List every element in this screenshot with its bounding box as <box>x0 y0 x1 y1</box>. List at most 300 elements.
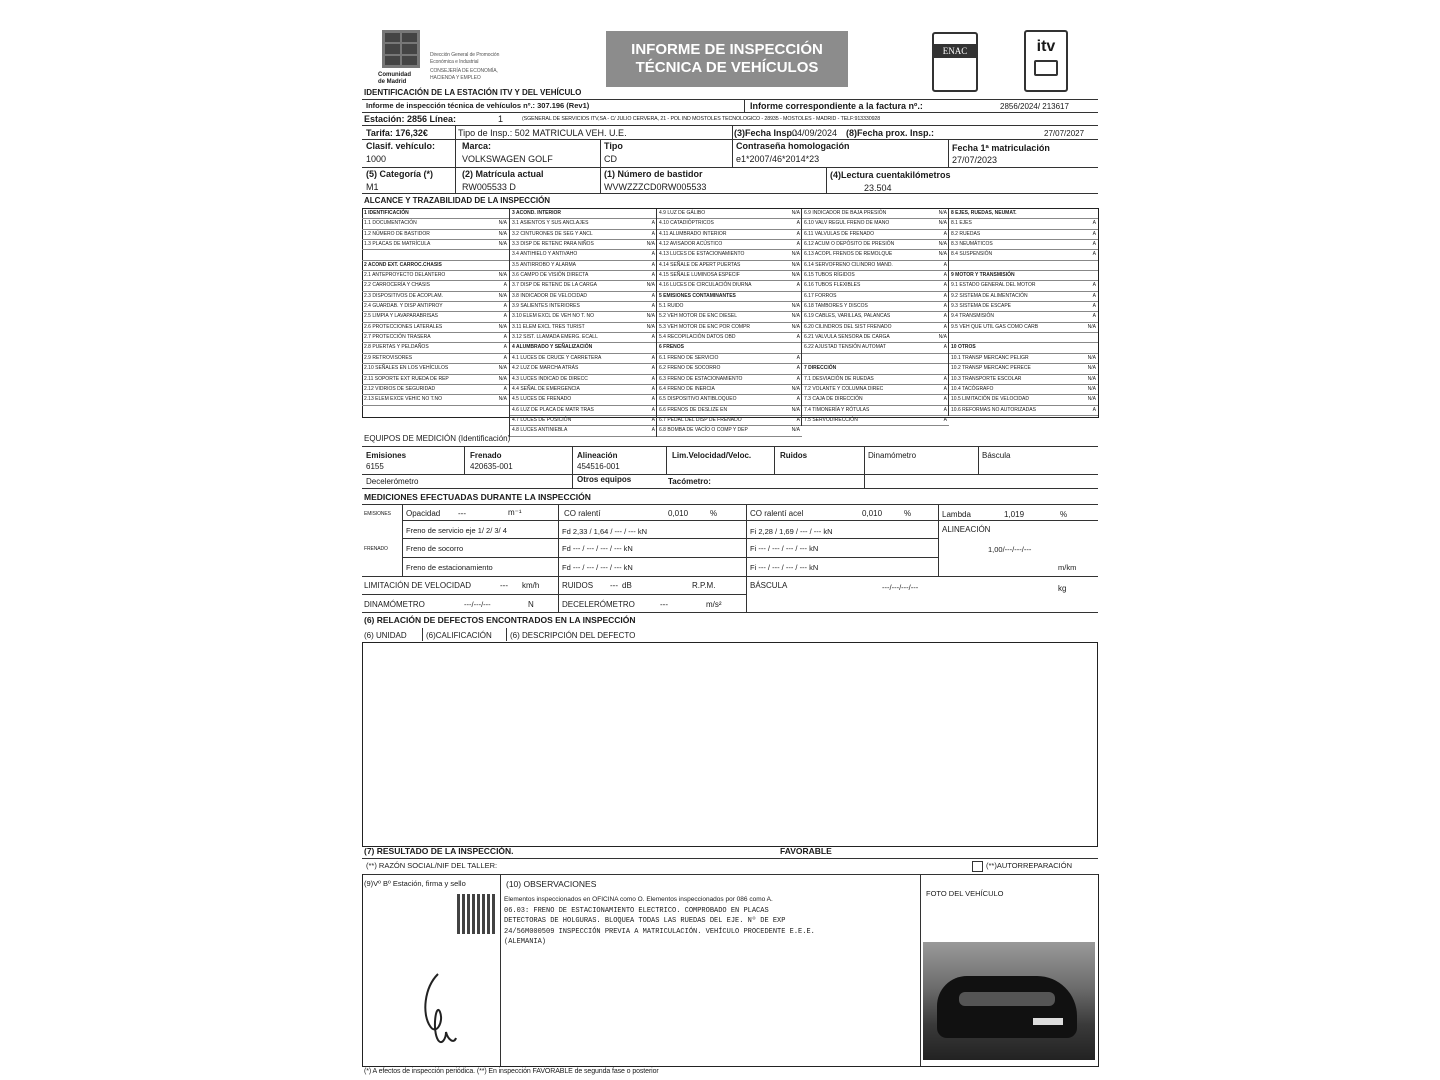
scope-item-label: 4.11 ALUMBRADO INTERIOR <box>659 230 727 237</box>
m-decelerometro-value: --- <box>660 600 668 609</box>
scope-item <box>949 250 1098 260</box>
scope-item-result: A <box>651 230 655 237</box>
eq-alineacion-label: Alineación <box>577 451 618 460</box>
scope-item-result: N/A <box>791 406 800 413</box>
scope-item <box>657 209 802 219</box>
matricula-value: RW005533 D <box>462 182 516 192</box>
razon-social: (**) RAZÓN SOCIAL/NIF DEL TALLER: <box>366 861 498 870</box>
scope-item-result: A <box>651 375 655 382</box>
scope-item-label: 2 ACOND EXT. CARROC.CHASIS <box>364 261 442 268</box>
scope-item-label: 3.5 ANTIRROBO Y ALARMA <box>512 261 577 268</box>
scope-item-label: 6.13 ACOPL FRENOS DE REMOLQUE <box>804 251 893 258</box>
scope-item-label: 6.1 FRENO DE SERVICIO <box>659 354 719 361</box>
scope-item-result: N/A <box>498 365 507 372</box>
scope-item-result: N/A <box>1087 354 1096 361</box>
scope-item-label: 3.11 ELEM EXCL TRES TURIST <box>512 323 585 330</box>
m-limitacion-label: LIMITACIÓN DE VELOCIDAD <box>364 581 471 590</box>
scope-item <box>362 302 509 312</box>
scope-item-label: 2.4 GUARDAB. Y DISP ANTIPROY <box>364 303 443 310</box>
scope-item-label: 1.1 DOCUMENTACIÓN <box>364 220 417 227</box>
defects-table <box>362 642 1098 847</box>
community-department: Dirección General de Promoción Económica e Industrial CONSEJERÍA DE ECONOMÍA, HACIENDA Y EMPLEO <box>430 52 500 81</box>
eq-ruidos-label: Ruidos <box>780 451 808 460</box>
scope-item-label: 4.4 SEÑAL DE EMERGENCIA <box>512 385 580 392</box>
scope-item <box>657 323 802 333</box>
scope-item <box>510 395 657 405</box>
scope-item <box>949 230 1098 240</box>
fecha-insp-value: 04/09/2024 <box>792 128 838 138</box>
scope-item <box>802 333 949 343</box>
eq-tacometro-label: Tacómetro: <box>668 477 711 486</box>
scope-item <box>510 250 657 260</box>
scope-item-label: 6.4 FRENO DE INERCIA <box>659 385 715 392</box>
scope-item-label: 2.8 PUERTAS Y PELDAÑOS <box>364 344 429 351</box>
scope-item-label: 1.2 NÚMERO DE BASTIDOR <box>364 230 430 237</box>
scope-item <box>362 292 509 302</box>
scope-item <box>949 395 1098 405</box>
scope-item-label: 6.2 FRENO DE SOCORRO <box>659 365 721 372</box>
scope-item-label: 10.4 TACÓGRAFO <box>951 385 994 392</box>
scope-item-label: 1 IDENTIFICACIÓN <box>364 210 409 216</box>
scope-item-label: 3.12 SIST. LLAMADA EMERG. ECALL <box>512 334 598 341</box>
scope-item-label: 6.10 VALV REGUL FRENO DE MANO <box>804 220 890 227</box>
scope-item <box>802 261 949 271</box>
scope-item <box>949 333 1098 343</box>
scope-item <box>657 354 802 364</box>
scope-item-label: 3.9 SALIENTES INTERIORES <box>512 303 580 310</box>
eq-emisiones-value: 6155 <box>366 462 384 471</box>
scope-item-label: 7.5 SERVODIRECCIÓN <box>804 416 858 423</box>
scope-item-result: A <box>503 303 507 310</box>
scope-item-label: 4.12 AVISADOR ACÚSTICO <box>659 241 723 248</box>
scope-item <box>949 323 1098 333</box>
scope-item-result: A <box>943 406 947 413</box>
inspection-report <box>360 28 1100 1078</box>
scope-item-result: A <box>943 313 947 320</box>
scope-item <box>510 209 657 219</box>
scope-item <box>362 261 509 271</box>
invoice-value: 2856/2024/ 213617 <box>1000 102 1069 111</box>
scope-item <box>362 250 509 260</box>
scope-item-label: 6.15 TUBOS RÍGIDOS <box>804 272 855 279</box>
scope-item-label: 3.2 CINTURONES DE SEG Y ANCL <box>512 230 593 237</box>
scope-item-result: N/A <box>938 241 947 248</box>
scope-item <box>802 323 949 333</box>
defects-col-descripcion: (6) DESCRIPCIÓN DEL DEFECTO <box>510 631 636 640</box>
scope-item <box>362 209 509 219</box>
scope-item-label: 2.10 SEÑALES EN LOS VEHÍCULOS <box>364 365 449 372</box>
m-ruidos-value: --- <box>610 581 618 590</box>
scope-item-label: 9.1 ESTADO GENERAL DEL MOTOR <box>951 282 1036 289</box>
scope-item-result: A <box>651 251 655 258</box>
scope-item-result: A <box>796 396 800 403</box>
itv-logo: itv <box>1024 30 1068 92</box>
scope-item-label: 9.4 TRANSMISIÓN <box>951 313 994 320</box>
fecha-insp-label: (3)Fecha Insp.: <box>734 128 798 138</box>
categoria-label: (5) Categoría (*) <box>366 169 434 179</box>
scope-item <box>802 250 949 260</box>
scope-item-label: 2.2 CARROCERÍA Y CHASIS <box>364 282 430 289</box>
defects-col-calificacion: (6)CALIFICACIÓN <box>426 631 492 640</box>
scope-item-result: A <box>943 292 947 299</box>
scope-item-result: A <box>651 406 655 413</box>
scope-item-label: 6.18 TAMBORES Y DISCOS <box>804 303 868 310</box>
observaciones-label: (10) OBSERVACIONES <box>506 879 597 889</box>
scope-item <box>510 426 657 436</box>
scope-item-result: N/A <box>791 251 800 258</box>
scope-item-result: N/A <box>938 220 947 227</box>
eq-emisiones-label: Emisiones <box>366 451 407 460</box>
m-co-acel-label: CO ralentí acel <box>750 509 804 518</box>
scope-item <box>802 395 949 405</box>
scope-item-label: 4.3 LUCES INDICAD DE DIRECC <box>512 375 588 382</box>
scope-item-result: N/A <box>646 323 655 330</box>
scope-item <box>510 281 657 291</box>
scope-item-label: 4.16 LUCES DE CIRCULACIÓN DIURNA <box>659 282 752 289</box>
foto-label: FOTO DEL VEHÍCULO <box>926 889 1004 898</box>
scope-item-label: 10 OTROS <box>951 344 976 351</box>
scope-item <box>362 312 509 322</box>
m-opacidad-unit: m⁻¹ <box>508 508 522 517</box>
scope-item <box>802 302 949 312</box>
scope-item-label: 6.17 FORROS <box>804 292 837 299</box>
autoreparacion-checkbox[interactable] <box>972 861 983 872</box>
contrasena-value: e1*2007/46*2014*23 <box>736 154 820 164</box>
scope-item-result: N/A <box>498 272 507 279</box>
scope-item <box>510 292 657 302</box>
scope-item <box>802 406 949 416</box>
tipo-label: Tipo <box>604 141 623 151</box>
scope-item <box>510 416 657 426</box>
madrid-logo <box>382 30 420 68</box>
scope-item <box>362 395 509 405</box>
observaciones-text: Elementos inspeccionados en OFICINA como O. Elementos inspeccionados por 086 como A. 06.03: FRENO DE ESTACIONAMIENTO ELECTRICO. COMPROBADO EN PLACAS DETECTORAS DE HOLGURAS. BLOQUEA TODAS LAS RUEDAS DEL EJE. Nº DE EXP 24/56M000509 INSPECCIÓN PREVIA A MATRICULACIÓN. VEHÍCULO PROCEDENTE E.E.E. (ALEMANIA) <box>504 896 815 946</box>
m-decelerometro-unit: m/s² <box>706 600 722 609</box>
community-name: Comunidad de Madrid <box>378 72 411 85</box>
scope-item-label: 4.10 CATADIÓPTRICOS <box>659 220 714 227</box>
scope-item-result: A <box>796 416 800 423</box>
scope-item-label: 8 EJES, RUEDAS, NEUMAT. <box>951 210 1017 216</box>
scope-item <box>362 281 509 291</box>
scope-item <box>657 281 802 291</box>
marca-label: Marca: <box>462 141 492 151</box>
scope-item-result: N/A <box>791 272 800 279</box>
scope-item-result: A <box>1092 241 1096 248</box>
m-lambda-value: 1,019 <box>1004 510 1025 519</box>
scope-item-result: A <box>651 396 655 403</box>
scope-item <box>949 261 1098 271</box>
m-frenado-label: FRENADO <box>364 546 388 552</box>
eq-otros-label: Otros equipos <box>577 475 632 484</box>
equipment-title: EQUIPOS DE MEDICIÓN (Identificación) <box>364 434 511 443</box>
scope-item-result: N/A <box>646 241 655 248</box>
eq-dinamometro-label: Dinamómetro <box>868 451 917 460</box>
scope-item-label: 10.2 TRANSP MERCANC PERECE <box>951 365 1031 372</box>
m-alineacion-label: ALINEACIÓN <box>942 525 991 534</box>
scope-item <box>802 385 949 395</box>
scope-item-label: 2.7 PROTECCIÓN TRASERA <box>364 334 431 341</box>
scope-item-label: 2.11 SOPORTE EXT RUEDA DE REP <box>364 375 449 382</box>
scope-item <box>949 406 1098 416</box>
eq-lim-label: Lim.Velocidad/Veloc. <box>672 451 752 460</box>
scope-item-label: 6.12 ACUM O DEPÓSITO DE PRESIÓN <box>804 241 895 248</box>
scope-item-result: A <box>796 282 800 289</box>
scope-item <box>510 240 657 250</box>
scope-item-result: A <box>651 272 655 279</box>
scope-item-label: 7.4 TIMONERÍA Y RÓTULAS <box>804 406 870 413</box>
footnote: (*) A efectos de inspección periódica. (**) En inspección FAVORABLE de segunda fase o posterior <box>364 1068 659 1075</box>
m-dinamometro-label: DINAMÓMETRO <box>364 600 425 609</box>
result-value: FAVORABLE <box>780 846 832 856</box>
scope-item <box>510 333 657 343</box>
m-fd-servicio: Fd 2,33 / 1,64 / --- / --- kN <box>562 527 648 536</box>
scope-item-label: 6.14 SERVOFRENO CILINDRO MAND. <box>804 261 893 268</box>
scope-item-result: A <box>943 416 947 423</box>
m-freno-socorro-label: Freno de socorro <box>406 544 464 553</box>
scope-item-result: A <box>943 230 947 237</box>
m-limitacion-value: --- <box>500 581 508 590</box>
scope-item-label: 2.5 LIMPIA Y LAVAPARABRISAS <box>364 313 439 320</box>
defects-col-unidad: (6) UNIDAD <box>364 631 407 640</box>
m-opacidad-label: Opacidad <box>406 509 441 518</box>
scope-item-result: N/A <box>498 220 507 227</box>
scope-item-result: A <box>651 427 655 434</box>
scope-item-label: 4.5 LUCES DE FRENADO <box>512 396 572 403</box>
scope-item-result: N/A <box>498 323 507 330</box>
scope-item-label: 6.20 CILINDROS DEL SIST FRENADO <box>804 323 892 330</box>
enac-logo: ENAC <box>932 32 978 92</box>
scope-item-label: 4.13 LUCES DE ESTACIONAMIENTO <box>659 251 745 258</box>
scope-item-label: 10.3 TRANSPORTE ESCOLAR <box>951 375 1022 382</box>
eq-frenado-value: 420635-001 <box>470 462 513 471</box>
scope-item-label: 6.22 AJUSTAD TENSIÓN AUTOMAT <box>804 344 886 351</box>
scope-item <box>362 354 509 364</box>
m-fd-socorro: Fd --- / --- / --- / --- kN <box>562 544 633 553</box>
scope-item-label: 9.2 SISTEMA DE ALIMENTACIÓN <box>951 292 1028 299</box>
scope-item-label: 8.3 NEUMÁTICOS <box>951 241 993 248</box>
scope-item <box>802 354 949 364</box>
m-ruidos-label: RUIDOS <box>562 581 594 590</box>
scope-item-label: 6.3 FRENO DE ESTACIONAMIENTO <box>659 375 743 382</box>
scope-item-label: 10.6 REFORMAS NO AUTORIZADAS <box>951 406 1036 413</box>
scope-item <box>657 364 802 374</box>
scope-item-result: A <box>1092 292 1096 299</box>
scope-item-result: A <box>796 334 800 341</box>
scope-item-label: 4.15 SEÑALE LUMINOSA ESPECIF <box>659 272 740 279</box>
scope-item <box>657 426 802 436</box>
m-co-ralenti-label: CO ralentí <box>564 509 601 518</box>
scope-item-result: N/A <box>791 427 800 434</box>
scope-item-result: A <box>943 303 947 310</box>
scope-item-result: N/A <box>791 261 800 268</box>
m-lambda-unit: % <box>1060 510 1068 519</box>
scope-item <box>657 385 802 395</box>
scope-item <box>802 343 949 353</box>
scope-item-result: N/A <box>791 313 800 320</box>
scope-item-label: 4.1 LUCES DE CRUCE Y CARRETERA <box>512 354 602 361</box>
scope-item-result: A <box>943 272 947 279</box>
scope-item-label: 5.2 VEH MOTOR DE ENC DIESEL <box>659 313 737 320</box>
scope-item <box>362 219 509 229</box>
scope-column <box>656 209 802 437</box>
scope-item-label: 6.5 DISPOSITIVO ANTIBLOQUEO <box>659 396 737 403</box>
scope-item-result: A <box>796 354 800 361</box>
scope-item-result: A <box>651 416 655 423</box>
m-dinamometro-value: ---/---/--- <box>464 600 491 609</box>
scope-item-label: 7.1 DESVIACIÓN DE RUEDAS <box>804 375 874 382</box>
marca-value: VOLKSWAGEN GOLF <box>462 154 553 164</box>
scope-item <box>802 240 949 250</box>
scope-item-label: 3.6 CAMPO DE VISIÓN DIRECTA <box>512 272 589 279</box>
scope-item <box>949 385 1098 395</box>
scope-item <box>657 406 802 416</box>
report-title-banner <box>606 31 848 87</box>
m-ruidos-unit: dB <box>622 581 632 590</box>
scope-item-label: 2.1 ANTEPROYECTO DELANTERO <box>364 272 446 279</box>
scope-item-result: A <box>651 354 655 361</box>
scope-item-result: N/A <box>791 303 800 310</box>
scope-item <box>949 364 1098 374</box>
scope-item <box>362 333 509 343</box>
tarifa: Tarifa: 176,32€ <box>366 128 428 138</box>
scope-item-result: A <box>796 241 800 248</box>
scope-item <box>949 219 1098 229</box>
matricula-label: (2) Matrícula actual <box>462 169 544 179</box>
scope-item-result: A <box>651 303 655 310</box>
scope-item <box>802 416 949 426</box>
scope-item <box>949 271 1098 281</box>
bastidor-label: (1) Número de bastidor <box>604 169 703 179</box>
report-number: Informe de inspección técnica de vehículos nº.: 307.196 (Rev1) <box>366 101 590 110</box>
scope-item <box>362 364 509 374</box>
m-alineacion-value: 1,00/---/---/--- <box>988 545 1032 554</box>
scope-column <box>948 209 1098 416</box>
scope-item-label: 10.1 TRANSP MERCANC PELIGR <box>951 354 1029 361</box>
scope-item <box>510 219 657 229</box>
m-bascula-label: BÁSCULA <box>750 581 788 590</box>
scope-item-label: 6.11 VALVULAS DE FRENADO <box>804 230 875 237</box>
scope-item-result: A <box>651 220 655 227</box>
scope-item <box>510 385 657 395</box>
scope-item-result: A <box>943 396 947 403</box>
m-opacidad-value: --- <box>458 509 466 518</box>
scope-item-label: 5 EMISIONES CONTAMINANTES <box>659 292 736 299</box>
vb-label: (9)Vº Bº Estación, firma y sello <box>364 879 466 888</box>
scope-item-result: N/A <box>1087 323 1096 330</box>
scope-item-result: N/A <box>938 210 947 216</box>
m-co-ralenti-unit: % <box>710 509 718 518</box>
m-bascula-unit: kg <box>1058 584 1067 593</box>
scope-item <box>362 343 509 353</box>
scope-item-result: A <box>1092 406 1096 413</box>
scope-item <box>510 302 657 312</box>
scope-item-result: A <box>1092 230 1096 237</box>
station-label: Estación: 2856 Línea: <box>364 114 457 124</box>
scope-item-result: A <box>1092 303 1096 310</box>
scope-item <box>657 261 802 271</box>
fecha-prox-value: 27/07/2027 <box>1044 129 1085 138</box>
m-alineacion-unit: m/km <box>1058 563 1077 572</box>
m-rpm-unit: R.P.M. <box>692 581 716 590</box>
scope-item-label: 4.2 LUZ DE MARCHA ATRÁS <box>512 365 579 372</box>
scope-item-result: A <box>1092 282 1096 289</box>
scope-item <box>949 302 1098 312</box>
scope-item-label: 6.19 CABLES, VARILLAS, PALANCAS <box>804 313 891 320</box>
scope-item-result: A <box>943 282 947 289</box>
scope-item-label: 4 ALUMBRADO Y SEÑALIZACIÓN <box>512 344 593 351</box>
m-bascula-value: ---/---/---/--- <box>882 583 919 592</box>
scope-item <box>657 312 802 322</box>
scope-item <box>510 364 657 374</box>
identification-title: IDENTIFICACIÓN DE LA ESTACIÓN ITV Y DEL VEHÍCULO <box>364 88 582 97</box>
scope-column <box>362 209 509 406</box>
scope-item-result: A <box>943 344 947 351</box>
scope-item-result: A <box>503 282 507 289</box>
categoria-value: M1 <box>366 182 379 192</box>
scope-item-label: 6.16 TUBOS FLEXIBLES <box>804 282 861 289</box>
scope-column <box>801 209 949 426</box>
scope-item <box>657 250 802 260</box>
scope-item-result: N/A <box>646 313 655 320</box>
scope-item <box>949 312 1098 322</box>
scope-item <box>802 230 949 240</box>
scope-item <box>949 209 1098 219</box>
scope-item-label: 6.9 INDICADOR DE BAJA PRESIÓN <box>804 210 887 216</box>
scope-item-result: N/A <box>1087 385 1096 392</box>
report-title-line1: INFORME DE INSPECCIÓN <box>631 41 823 58</box>
eq-frenado-label: Frenado <box>470 451 502 460</box>
km-label: (4)Lectura cuentakilómetros <box>830 170 951 180</box>
scope-item <box>510 406 657 416</box>
scope-item-label: 3.8 INDICADOR DE VELOCIDAD <box>512 292 588 299</box>
scope-item-label: 8.2 RUEDAS <box>951 230 981 237</box>
scope-item <box>657 343 802 353</box>
scope-item-label: 4.14 SEÑALE DE APERT PUERTAS <box>659 261 741 268</box>
scope-item <box>802 364 949 374</box>
scope-item-result: A <box>1092 251 1096 258</box>
scope-item-label: 3.4 ANTIHIELO Y ANTIVAHO <box>512 251 578 258</box>
scope-item <box>802 312 949 322</box>
scope-item-label: 3.10 ELEM EXCL DE VEH NO T. NO <box>512 313 594 320</box>
scope-item <box>802 271 949 281</box>
scope-item <box>510 375 657 385</box>
scope-item-result: A <box>1092 220 1096 227</box>
scope-item-result: A <box>796 365 800 372</box>
scope-item-label: 1.3 PLACAS DE MATRÍCULA <box>364 241 431 248</box>
scope-item-result: N/A <box>498 241 507 248</box>
scope-item-label: 6.6 FRENOS DE DESLIZE EN <box>659 406 728 413</box>
scope-item <box>510 271 657 281</box>
scope-item-result: A <box>796 230 800 237</box>
scope-item-label: 6.7 PEDAL DEL DISP DE FRENADO <box>659 416 742 423</box>
scope-item <box>802 219 949 229</box>
fecha-matric-value: 27/07/2023 <box>952 155 998 165</box>
defects-title: (6) RELACIÓN DE DEFECTOS ENCONTRADOS EN LA INSPECCIÓN <box>364 615 636 625</box>
line-value: 1 <box>498 114 504 124</box>
scope-item-label: 7 DIRECCIÓN <box>804 365 837 372</box>
scope-item <box>657 375 802 385</box>
scope-item-label: 9 MOTOR Y TRANSMISIÓN <box>951 272 1015 279</box>
scope-item-label: 6 FRENOS <box>659 344 685 351</box>
scope-item-result: A <box>503 385 507 392</box>
scope-item <box>510 230 657 240</box>
scope-item <box>802 209 949 219</box>
scope-item-label: 4.7 LUCES DE POSICIÓN <box>512 416 572 423</box>
contrasena-label: Contraseña homologación <box>736 141 850 151</box>
m-freno-estac-label: Freno de estacionamiento <box>406 563 493 572</box>
fecha-prox-label: (8)Fecha prox. Insp.: <box>846 128 935 138</box>
scope-title: ALCANCE Y TRAZABILIDAD DE LA INSPECCIÓN <box>364 196 551 205</box>
